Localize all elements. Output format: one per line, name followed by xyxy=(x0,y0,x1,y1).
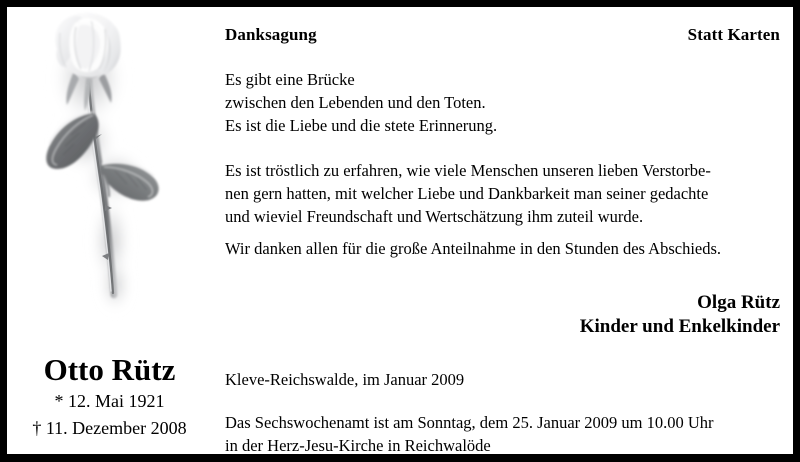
birth-date: * 12. Mai 1921 xyxy=(54,391,165,411)
poem-line-2: zwischen den Lebenden und den Toten. xyxy=(225,93,486,112)
notice-inner xyxy=(7,7,793,454)
rose-svg xyxy=(19,9,194,329)
place-and-date: Kleve-Reichswalde, im Januar 2009 xyxy=(225,370,465,389)
rose-leaf-lower xyxy=(100,162,159,201)
signature-block xyxy=(580,291,780,339)
rose-shadow xyxy=(53,33,145,311)
rose-calyx xyxy=(66,69,111,111)
service-info-line-2: in der Herz-Jesu-Kirche in Reichwalöde xyxy=(225,436,491,455)
rose-stem xyxy=(87,81,114,295)
poem-block xyxy=(225,68,497,137)
rose-leaf-upper xyxy=(46,112,98,169)
header-statt-karten: Statt Karten xyxy=(687,25,780,44)
death-date: † 11. Dezember 2008 xyxy=(32,418,187,438)
signature-name: Olga Rütz xyxy=(697,292,780,313)
header-danksagung: Danksagung xyxy=(225,25,317,44)
thanks-line: Wir danken allen für die große Anteilnahme in den Stunden des Abschieds. xyxy=(225,239,722,258)
rose-bloom xyxy=(55,13,120,77)
main-paragraph-line-1: Es ist tröstlich zu erfahren, wie viele Menschen unseren lieben Verstorbe- xyxy=(225,161,711,180)
service-info-block xyxy=(225,411,714,457)
poem-line-1: Es gibt eine Brücke xyxy=(225,70,355,89)
white-rose-illustration xyxy=(19,9,194,329)
signature-family: Kinder und Enkelkinder xyxy=(579,316,780,337)
service-info-line-1: Das Sechswochenamt ist am Sonntag, dem 25. Januar 2009 um 10.00 Uhr xyxy=(225,413,714,432)
deceased-name: Otto Rütz xyxy=(43,352,176,387)
poem-line-3: Es ist die Liebe und die stete Erinnerung. xyxy=(225,116,498,135)
main-paragraph-line-3: und wieviel Freundschaft und Wertschätzung ihm zuteil wurde. xyxy=(225,207,644,226)
main-paragraph xyxy=(225,159,790,228)
deceased-block xyxy=(7,352,212,442)
main-paragraph-line-2: nen gern hatten, mit welcher Liebe und Dankbarkeit man seiner gedachte xyxy=(225,184,709,203)
